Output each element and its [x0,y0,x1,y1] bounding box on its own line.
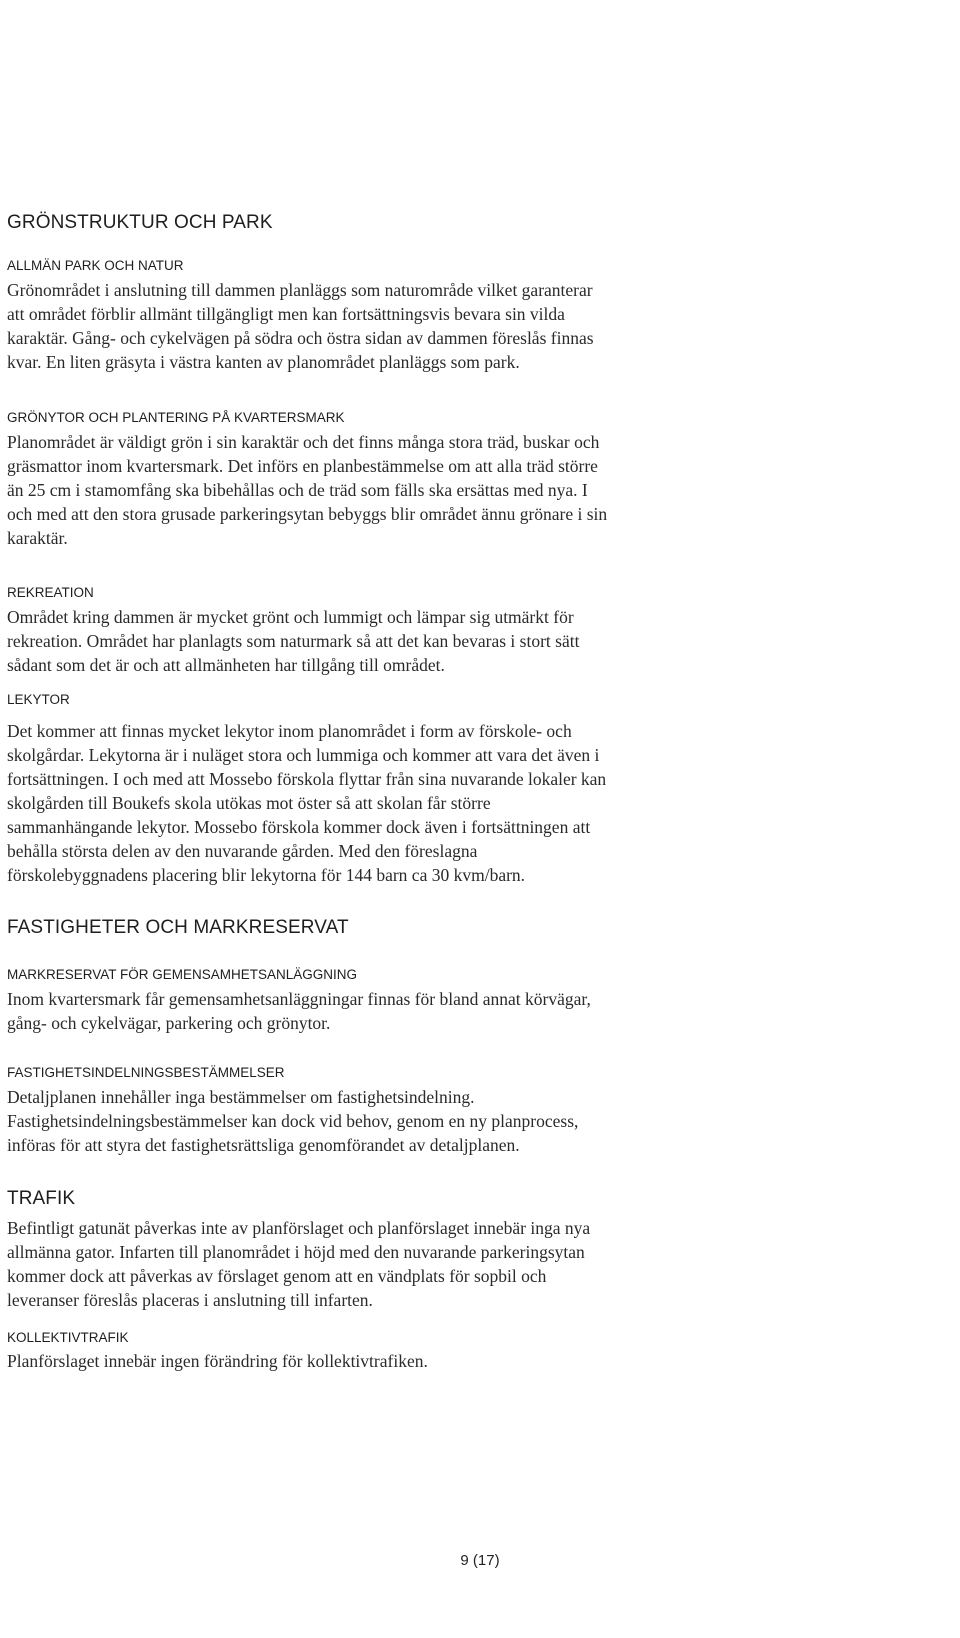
text-line: kvar. En liten gräsyta i västra kanten av planområdet planläggs som park. [7,352,520,372]
text-line: rekreation. Området har planlagts som naturmark så att det kan bevaras i stort sätt [7,631,580,651]
text-line: behålla största delen av den nuvarande gården. Med den föreslagna [7,841,478,861]
subheading-gronytor: GRÖNYTOR OCH PLANTERING PÅ KVARTERSMARK [7,410,345,425]
paragraph-lekytor [7,719,947,887]
subheading-fastighetsindelning: FASTIGHETSINDELNINGSBESTÄMMELSER [7,1065,285,1080]
text-line: Inom kvartersmark får gemensamhetsanläggningar finnas för bland annat körvägar, [7,989,591,1009]
section-heading-trafik: TRAFIK [7,1188,76,1209]
text-line: införas för att styra det fastighetsrättsliga genomförandet av detaljplanen. [7,1135,520,1155]
subheading-kollektivtrafik: KOLLEKTIVTRAFIK [7,1330,129,1345]
paragraph-allman-park [7,278,947,374]
text-line: förskolebyggnadens placering blir lekytorna för 144 barn ca 30 kvm/barn. [7,865,526,885]
text-line: karaktär. [7,528,68,548]
text-line: allmänna gator. Infarten till planområdet i höjd med den nuvarande parkeringsytan [7,1242,585,1262]
text-line: gräsmattor inom kvartersmark. Det införs en planbestämmelse om att alla träd större [7,456,598,476]
subheading-markreservat: MARKRESERVAT FÖR GEMENSAMHETSANLÄGGNING [7,967,358,982]
text-line: än 25 cm i stamomfång ska bibehållas och de träd som fälls ska ersättas med nya. I [7,480,588,500]
text-line: skolgården till Boukefs skola utökas mot öster så att skolan får större [7,793,491,813]
text-line: Detaljplanen innehåller inga bestämmelser om fastighetsindelning. [7,1087,475,1107]
text-line: Planförslaget innebär ingen förändring för kollektivtrafiken. [7,1351,428,1371]
subheading-allman-park: ALLMÄN PARK OCH NATUR [7,258,184,273]
text-line: och med att den stora grusade parkeringsytan bebyggs blir området ännu grönare i sin [7,504,608,524]
text-line: karaktär. Gång- och cykelvägen på södra och östra sidan av dammen föreslås finnas [7,328,594,348]
text-line: Området kring dammen är mycket grönt och lummigt och lämpar sig utmärkt för [7,607,574,627]
paragraph-markreservat [7,987,947,1035]
paragraph-kollektivtrafik [7,1349,947,1373]
text-line: att området förblir allmänt tillgängligt men kan fortsättningsvis bevara sin vilda [7,304,565,324]
text-line: leveranser föreslås placeras i anslutning till infarten. [7,1290,373,1310]
text-line: sådant som det är och att allmänheten har tillgång till området. [7,655,445,675]
paragraph-fastighetsindelning [7,1085,947,1157]
text-line: skolgårdar. Lekytorna är i nuläget stora och lummiga och kommer att vara det även i [7,745,600,765]
text-line: fortsättningen. I och med att Mossebo förskola flyttar från sina nuvarande lokaler kan [7,769,607,789]
page-number: 9 (17) [460,1552,500,1569]
text-line: Befintligt gatunät påverkas inte av planförslaget och planförslaget innebär inga nya [7,1218,591,1238]
text-line: Planområdet är väldigt grön i sin karaktär och det finns många stora träd, buskar och [7,432,600,452]
text-line: gång- och cykelvägar, parkering och grönytor. [7,1013,331,1033]
text-line: Fastighetsindelningsbestämmelser kan dock vid behov, genom en ny planprocess, [7,1111,579,1131]
text-line: Det kommer att finnas mycket lekytor inom planområdet i form av förskole- och [7,721,572,741]
section-heading-gronstruktur: GRÖNSTRUKTUR OCH PARK [7,212,273,233]
text-line: sammanhängande lekytor. Mossebo förskola kommer dock även i fortsättningen att [7,817,591,837]
paragraph-trafik [7,1216,947,1312]
subheading-rekreation: REKREATION [7,585,94,600]
section-heading-fastigheter: FASTIGHETER OCH MARKRESERVAT [7,917,349,938]
paragraph-rekreation [7,605,947,677]
subheading-lekytor: LEKYTOR [7,692,70,707]
text-line: kommer dock att påverkas av förslaget genom att en vändplats för sopbil och [7,1266,547,1286]
paragraph-gronytor [7,430,947,550]
text-line: Grönområdet i anslutning till dammen planläggs som naturområde vilket garanterar [7,280,593,300]
